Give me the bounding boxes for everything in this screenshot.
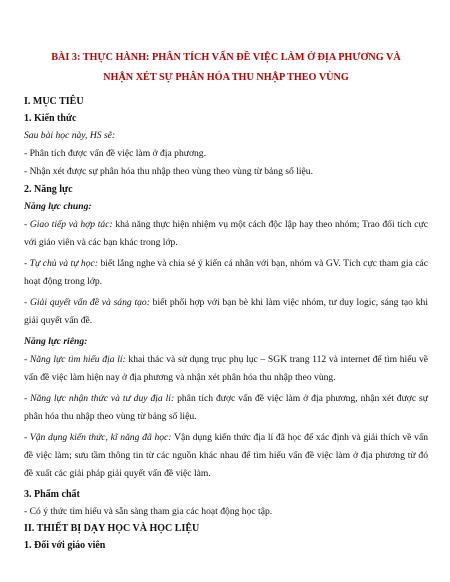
- subheading-for-teacher: 1. Đối với giáo viên: [24, 540, 106, 551]
- lesson-title-line-2: NHẬN XÉT SỰ PHÂN HÓA THU NHẬP THEO VÙNG: [103, 72, 349, 83]
- item-label: - Năng lực tìm hiểu địa lí:: [24, 354, 126, 365]
- section-heading-objectives: I. MỤC TIÊU: [24, 96, 84, 107]
- lesson-title-line-1: BÀI 3: THỰC HÀNH: PHÂN TÍCH VẤN ĐỀ VIỆC LÀM Ở ĐỊA PHƯƠNG VÀ: [51, 52, 401, 63]
- item-text: Vận dụng kiến thức địa lí đã học để xác định và giải thích về vấn đề việc làm; sưu tầm thông tin từ các nguồn khác nhau để tìm hiểu vấn đề việc làm ở địa phương từ đó đề xuất các giải pháp giải quyết vấn đề việc làm.: [24, 432, 428, 479]
- subheading-competence: 2. Năng lực: [24, 184, 73, 195]
- item-label: - Tự chủ và tự học:: [24, 258, 98, 269]
- item-label: - Giải quyết vấn đề và sáng tạo:: [24, 297, 150, 308]
- specific-competence-item-1: [24, 351, 428, 387]
- general-competence-item-3: [24, 294, 428, 330]
- document-page: [24, 48, 428, 554]
- item-text: khai thác và sử dụng trục phụ lục – SGK trang 112 và internet để tìm hiểu về vấn đề việc làm hiện nay ở địa phương và nhận xét phân hóa thu nhập theo vùng.: [24, 354, 429, 383]
- specific-competence-item-3: [24, 429, 428, 483]
- qualities-item-1: - Có ý thức tìm hiểu và sẵn sàng tham gia các hoạt động học tập.: [24, 506, 273, 517]
- specific-competence-label: Năng lực riêng:: [24, 336, 88, 347]
- item-text: biết lắng nghe và chia sẻ ý kiến cá nhân với bạn, nhóm và GV. Tích cực tham gia các hoạt động trong lớp.: [24, 258, 428, 287]
- item-text: khả năng thực hiện nhiệm vụ một cách độc lập hay theo nhóm; Trao đổi tích cực với giáo viên và các bạn khác trong lớp.: [24, 219, 429, 248]
- item-label: - Vận dụng kiến thức, kĩ năng đã học:: [24, 432, 172, 443]
- general-competence-label: Năng lực chung:: [24, 201, 92, 212]
- knowledge-item-2: - Nhận xét được sự phân hóa thu nhập theo vùng theo vùng từ bảng số liệu.: [24, 166, 313, 177]
- lesson-title: [24, 48, 428, 88]
- item-text: phân tích được vấn đề việc làm ở địa phương, nhận xét được sự phân hóa thu nhập theo vùng từ bảng số liệu.: [24, 393, 428, 422]
- section-heading-equipment: II. THIẾT BỊ DẠY HỌC VÀ HỌC LIỆU: [24, 523, 200, 534]
- general-competence-item-2: [24, 255, 428, 291]
- item-label: - Giao tiếp và hợp tác:: [24, 219, 113, 230]
- specific-competence-item-2: [24, 390, 428, 426]
- item-text: biết phối hợp với bạn bè khi làm việc nhóm, tư duy logic, sáng tạo khi giải quyết vấn đề.: [24, 297, 428, 326]
- knowledge-intro: Sau bài học này, HS sẽ:: [24, 130, 116, 141]
- subheading-knowledge: 1. Kiến thức: [24, 113, 77, 124]
- item-label: - Năng lực nhận thức và tư duy địa lí:: [24, 393, 175, 404]
- general-competence-item-1: [24, 216, 428, 252]
- knowledge-item-1: - Phân tích được vấn đề việc làm ở địa phương.: [24, 148, 207, 159]
- subheading-qualities: 3. Phẩm chất: [24, 489, 80, 500]
